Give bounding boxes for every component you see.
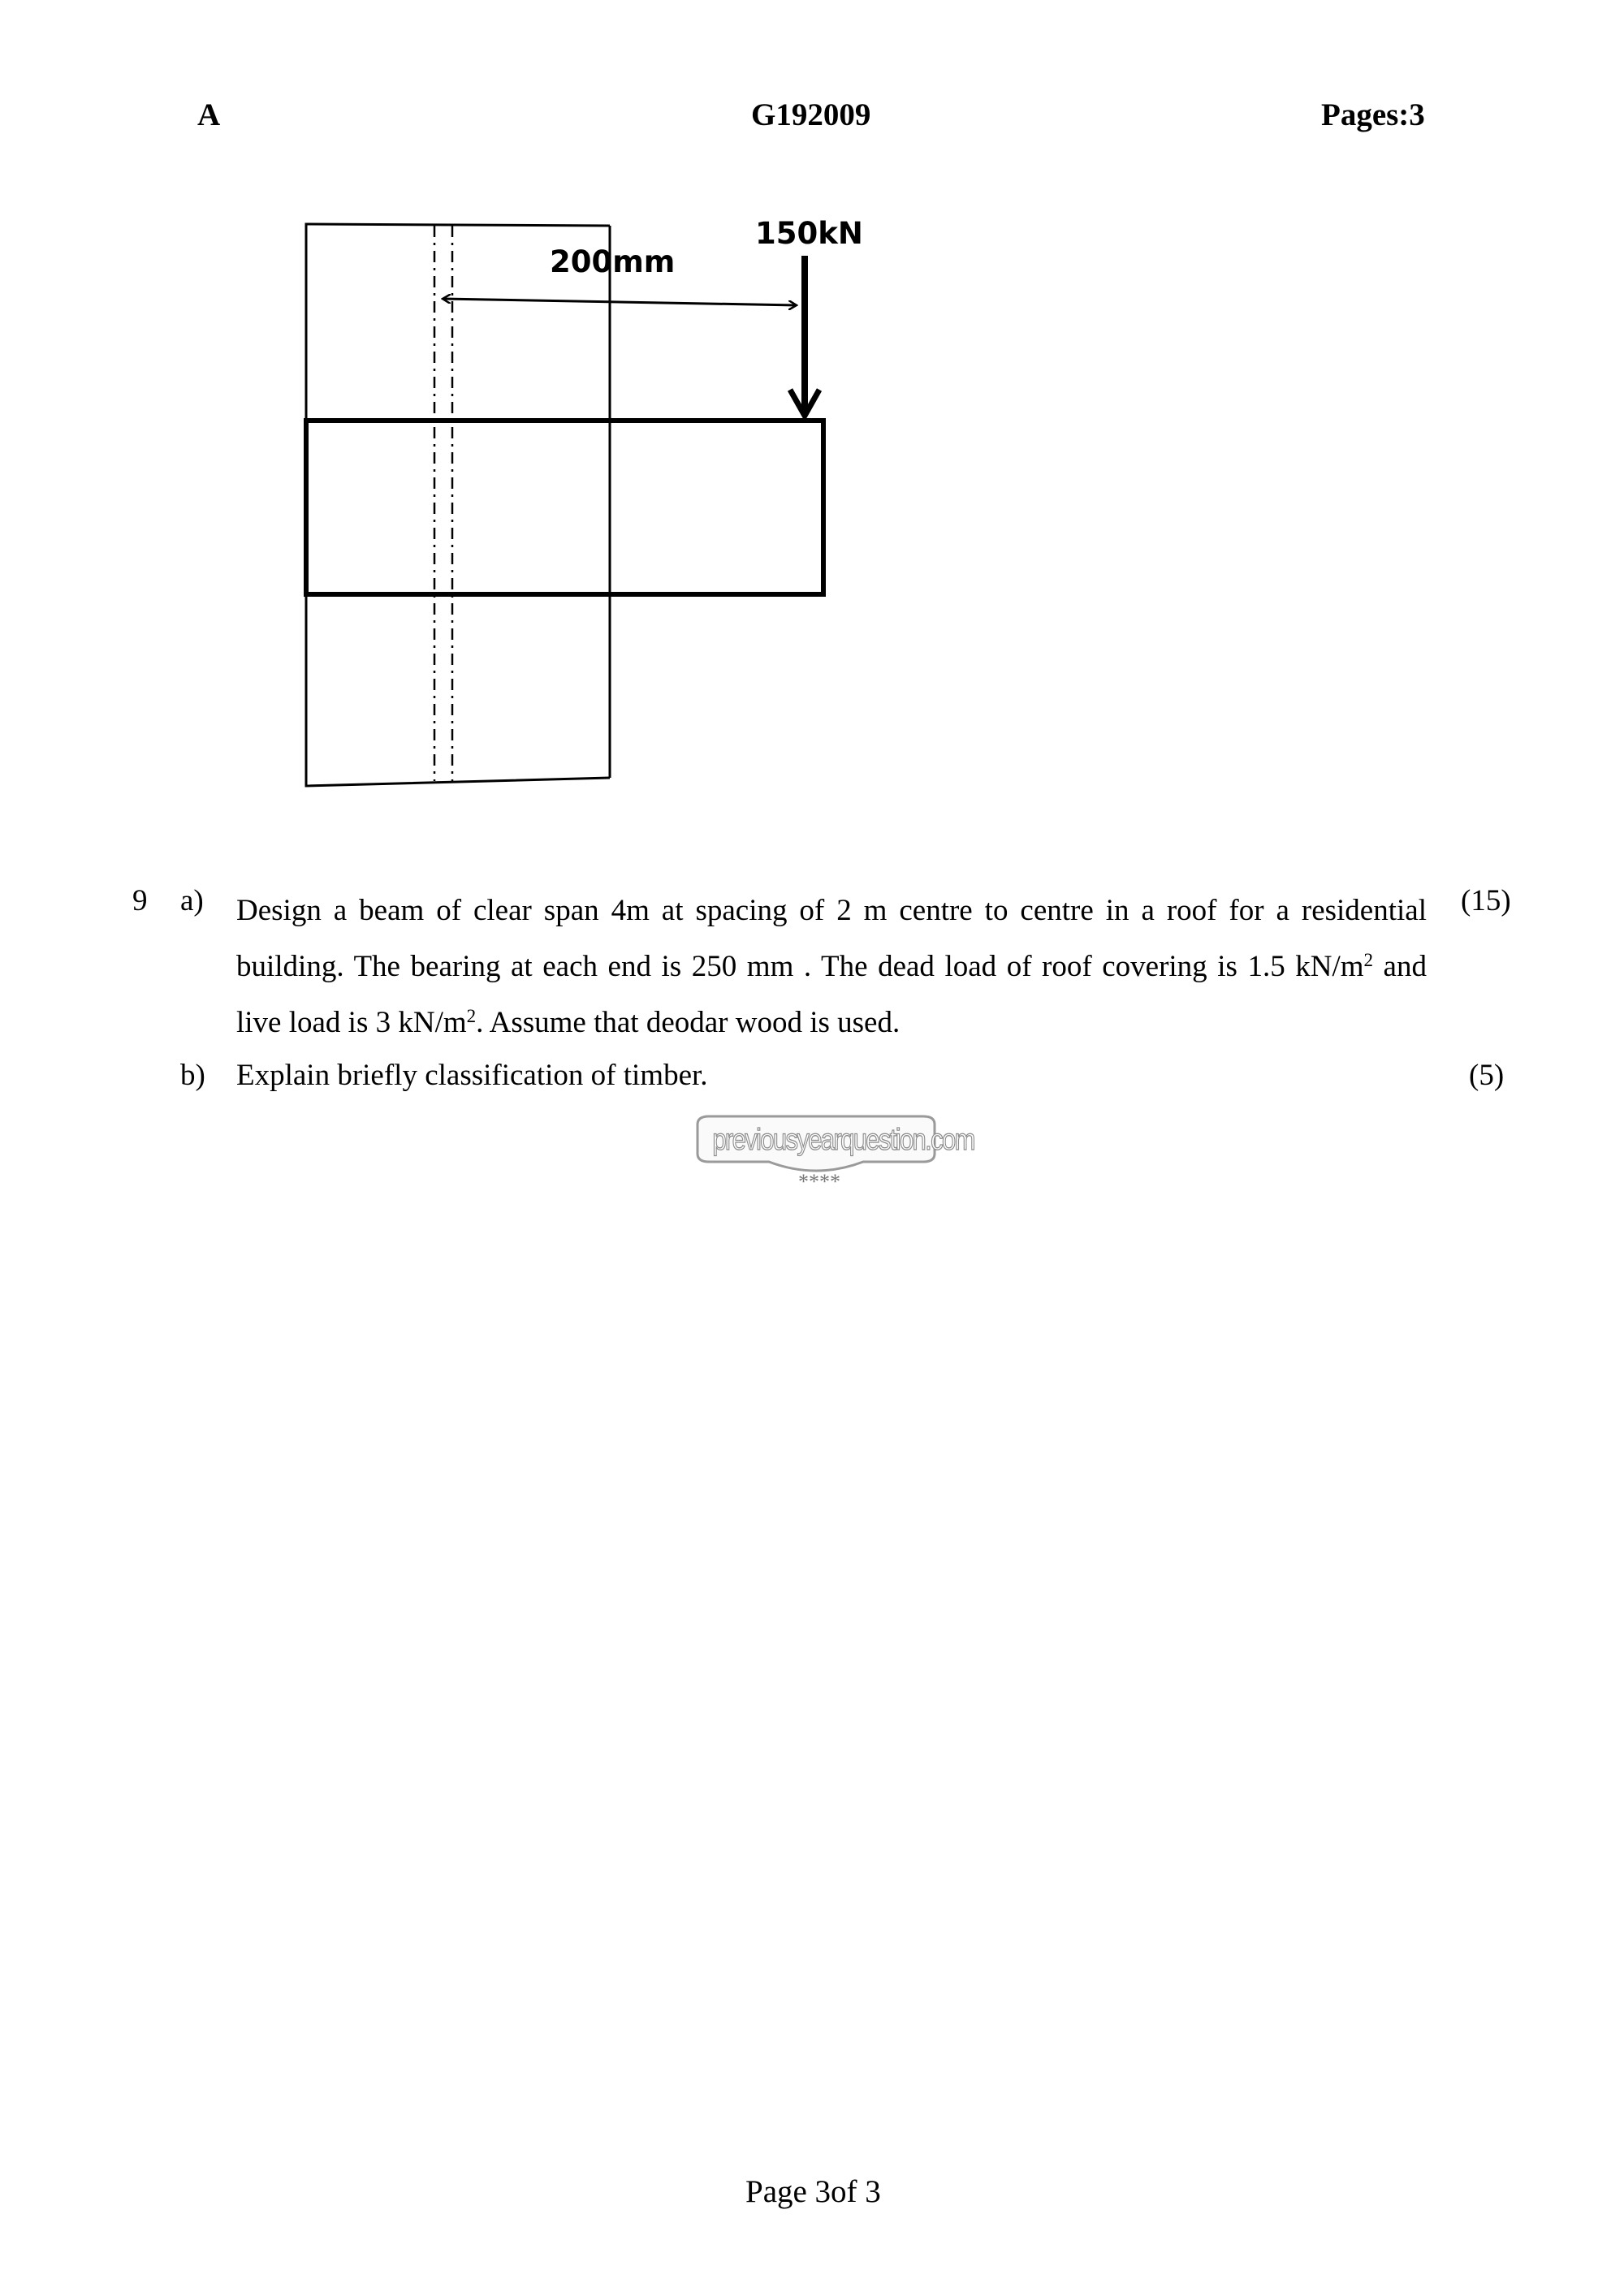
part-b-label: b) xyxy=(180,1059,205,1092)
bracket-plate xyxy=(306,421,823,594)
watermark-text: previousyearquestion.com xyxy=(712,1123,974,1156)
part-a-text-3: . Assume that deodar wood is used. xyxy=(476,1006,901,1039)
part-a-text xyxy=(236,883,1427,1051)
part-b-text: Explain briefly classification of timber. xyxy=(236,1059,708,1092)
page-count: Pages:3 xyxy=(1321,97,1425,132)
superscript-2: 2 xyxy=(466,1006,477,1026)
page-footer: Page 3of 3 xyxy=(745,2174,881,2209)
part-a-text-1: Design a beam of clear span 4m at spacing of 2 m centre to centre in a roof for a residential building. The bearing at each end is 250 mm . The dead load of roof covering is 1.5 kN/m xyxy=(236,894,1427,983)
part-b-marks: (5) xyxy=(1469,1059,1505,1092)
end-stars: **** xyxy=(798,1170,840,1193)
dimension-arrow xyxy=(443,299,797,305)
part-a-label: a) xyxy=(180,884,204,917)
load-label: 150kN xyxy=(755,216,863,251)
paper-code: G192009 xyxy=(751,97,871,132)
dimension-label: 200mm xyxy=(550,244,676,279)
bracket-connection-diagram xyxy=(0,0,1624,812)
set-label: A xyxy=(197,97,221,132)
part-a-marks: (15) xyxy=(1461,884,1511,917)
column-outline xyxy=(306,224,610,786)
part-a-text-2: and live load is 3 kN/m xyxy=(236,950,1427,1039)
superscript-1: 2 xyxy=(1363,950,1374,970)
question-number: 9 xyxy=(132,884,148,917)
